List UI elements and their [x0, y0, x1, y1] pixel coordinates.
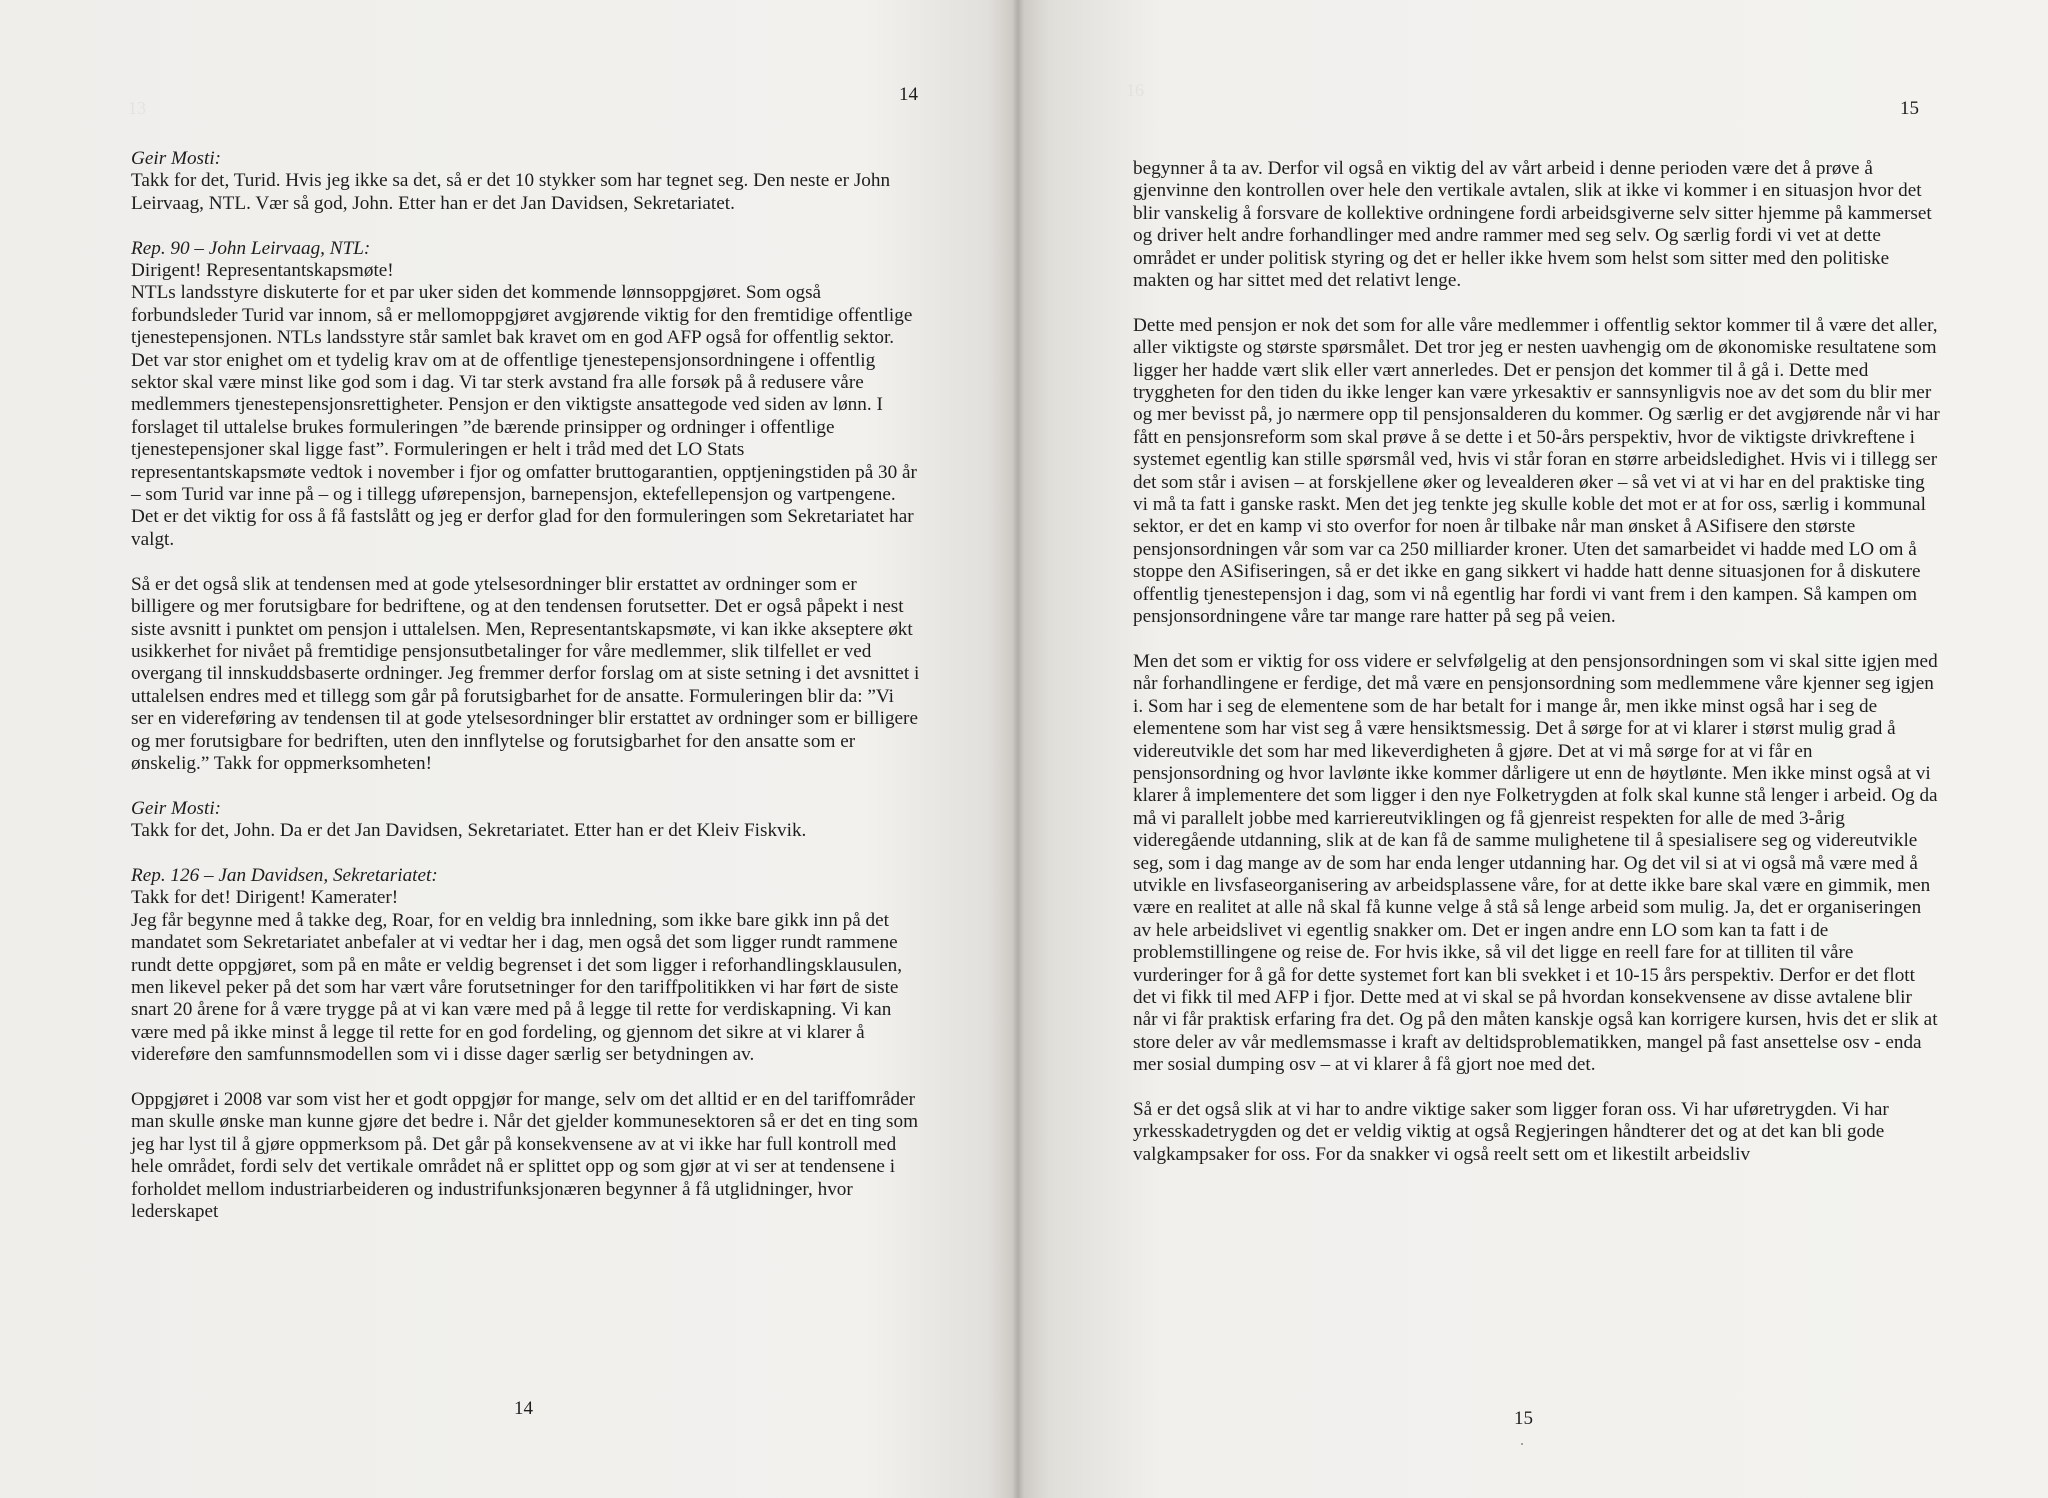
paragraph: Så er det også slik at vi har to andre viktige saker som ligger foran oss. Vi har uføretrygden. Vi har yrkesskadetrygden og det er veldig viktig at også Regjeringen håndterer det og at det kan bli gode valgkampsaker for oss. For da snakker vi også reelt sett om et likestilt arbeidsliv: [1133, 1099, 1889, 1165]
page-number-top: 14: [899, 84, 918, 105]
paragraph: NTLs landsstyre diskuterte for et par uker siden det kommende lønnsoppgjøret. Som også forbundsleder Turid var innom, så er mellomoppgjøret avgjørende viktig for den fremtidige offentlige tjenestepensjonen. NTLs landsstyre står samlet bak kravet om en god AFP også for offentlig sektor. Det var stor enighet om et tydelig krav om at de offentlige tjenestepensjonsordningene i offentlig sektor skal være minst like god som i dag. Vi tar sterk avstand fra alle forsøk på å redusere våre medlemmers tjenestepensjonsrettigheter. Pensjon er den viktigste ansattegode ved siden av lønn. I forslaget til uttalelse brukes formuleringen ”de bærende prinsipper og ordninger i offentlige tjenestepensjoner skal ligge fast”. Formuleringen er helt i tråd med det LO Stats representantskapsmøte vedtok i november i fjor og omfatter bruttogarantien, opptjeningstiden på 30 år – som Turid var inne på – og i tillegg uførepensjon, barnepensjon, ektefellepensjon og vartpengene. Det er det viktig for oss å få fastslått og jeg er derfor glad for den formuleringen som Sekretariatet har valgt.: [131, 282, 917, 550]
paragraph: Jeg får begynne med å takke deg, Roar, for en veldig bra innledning, som ikke bare gikk inn på det mandatet som Sekretariatet anbefaler at vi vedtar her i dag, men også det som ligger rundt rammene rundt dette oppgjøret, som på en måte er veldig begrenset i det som ligger i reforhandlingsklausulen, men likevel peker på det som har vært våre forutsetninger for den tariffpolitikken vi har ført de siste snart 20 årene for å være trygge på at vi kan være med på å legge til rette for verdiskapning. Vi kan være med på ikke minst å legge til rette for en god fordeling, og gjennom det sikre at vi klarer å videreføre den samfunnsmodellen som vi i disse dager særlig ser betydningen av.: [131, 909, 903, 1066]
right-page: [1018, 0, 2048, 1498]
bleed-through-number: 16: [1126, 80, 1144, 100]
paragraph: begynner å ta av. Derfor vil også en viktig del av vårt arbeid i denne perioden være det å prøve å gjenvinne den kontrollen over hele den vertikale avtalen, slik at ikke vi kommer i en situasjon hvor det blir vanskelig å forsvare de kollektive ordningene fordi arbeidsgiverne selv sitter hjemme på kammerset og driver helt andre forhandlinger med andre rammer med seg selv. Og særlig fordi vi vet at dette området er under politisk styring og det er heller ikke hvem som helst som sitter med den politiske makten og har sittet med det relativt lenge.: [1133, 158, 1932, 292]
paragraph: Takk for det, Turid. Hvis jeg ikke sa det, så er det 10 stykker som har tegnet seg. Den neste er John Leirvaag, NTL. Vær så god, John. Etter han er det Jan Davidsen, Sekretariatet.: [131, 170, 891, 214]
book-gutter: [1012, 0, 1024, 1498]
page-number-bottom: 14: [514, 1398, 533, 1419]
paragraph: Dette med pensjon er nok det som for alle våre medlemmer i offentlig sektor kommer til å være det aller, aller viktigste og største spørsmålet. Det tror jeg er nesten uavhengig om de økonomiske resultatene som ligger her hadde vært slik eller vært annerledes. Det er pensjon det kommer til å gå i. Dette med tryggheten for den tiden du ikke lenger kan være yrkesaktiv er sannsynligvis noe av det som du blir mer og mer bevisst på, jo nærmere opp til pensjonsalderen du kommer. Og særlig er det avgjørende når vi har fått en pensjonsreform som skal prøve å se dette i et 50-års perspektiv, hvor de viktigste drivkreftene i systemet egentlig kan stille spørsmål ved, hvis vi står foran en større arbeidsledighet. Hvis vi i tillegg ser det som står i avisen – at forskjellene øker og levealderen øker – så vet vi at vi har en del praktiske ting vi må ta fatt i ganske raskt. Men det jeg tenkte jeg skulle koble det mot er at for oss, særlig i kommunal sektor, er det en kamp vi sto overfor for noen år tilbake når man ønsket å ASifisere den største pensjonsordningen vår som var ca 250 milliarder kroner. Uten det samarbeidet vi hadde med LO om å stoppe den ASifiseringen, så er det ikke en gang sikkert vi hadde hatt denne situasjonen for å diskutere offentlig tjenestepensjon i dag, som vi nå egentlig har fordi vi vant frem i den kampen. Så kampen om pensjonsordningene våre tar mange rare hatter på seg på veien.: [1133, 314, 1940, 628]
right-text-column: [1133, 158, 1941, 1189]
left-page: [0, 0, 1018, 1498]
paragraph: Så er det også slik at tendensen med at gode ytelsesordninger blir erstattet av ordninger som er billigere og mer forutsigbare for bedriftene, og at den tendensen forutsetter. Det er også påpekt i nest siste avsnitt i punktet om pensjon i uttalelsen. Men, Representantskapsmøte, vi kan ikke akseptere økt usikkerhet for nivået på fremtidige pensjonsutbetalinger for våre medlemmer, slik tilfellet er ved overgang til innskuddsbaserte ordninger. Jeg fremmer derfor forslag om at siste setning i det avsnittet i uttalelsen endres med et tillegg som går på forutsigbarhet for de ansatte. Formuleringen blir da: ”Vi ser en videreføring av tendensen til at gode ytelsesordninger blir erstattet av ordninger som er billigere og mer forutsigbare for bedriften, uten den innflytelse og forutsigbarhet for den ansatte som er ønskelig.” Takk for oppmerksomheten!: [131, 573, 920, 774]
salutation-line: Takk for det! Dirigent! Kamerater!: [131, 887, 399, 909]
paragraph: Men det som er viktig for oss videre er selvfølgelig at den pensjonsordningen som vi skal sitte igjen med når forhandlingene er ferdige, det må være en pensjonsordning som medlemmene våre kjenner seg igjen i. Som har i seg de elementene som de har betalt for i mange år, men ikke minst også har i seg de elementene som har vist seg å være hensiktsmessig. Det å sørge for at vi klarer i størst mulig grad å videreutvikle det som har med likeverdigheten å gjøre. Det at vi må sørge for at vi får en pensjonsordning og hvor lavlønte ikke kommer dårligere ut enn de høytlønte. Men ikke minst også at vi klarer å implementere det som ligger i den nye Folketrygden at folk skal kunne stå lenger i arbeid. Og da må vi parallelt jobbe med karriereutviklingen og få gjenreist respekten for alle de med 3-årig videregående utdanning, slik at de kan få de samme mulighetene til å spesialisere seg og videreutvikle seg, som i dag mange av de som har enda lenger utdanning har. Og det vil si at vi også må være med å utvikle en livsfaseorganisering av arbeidsplassene våre, for at dette ikke bare skal være en gimmik, men være en realitet at alle nå skal få kunne velge å stå så lenge arbeid som mulig. Ja, det er organiseringen av hele arbeidslivet vi egentlig snakker om. Det er ingen andre enn LO som kan ta fatt i de problemstillingene og reise de. For hvis ikke, så vil det ligge en reell fare for at tilliten til våre vurderinger for å gå for dette systemet fort kan bli svekket i et 10-15 års perspektiv. Derfor er det flott det vi fikk til med AFP i fjor. Dette med at vi skal se på hvordan konsekvensene av disse avtalene blir når vi får praktisk erfaring fra det. Og på den måten kanskje også kan korrigere kursen, hvis det er slik at store deler av vår medlemsmasse i kraft av deltidsproblematikken, mangel på fast ansettelse osv - enda mer sosial dumping osv – at vi klarer å få gjort noe med det.: [1133, 650, 1938, 1076]
left-text-column: [131, 148, 921, 1246]
paragraph: Oppgjøret i 2008 var som vist her et godt oppgjør for mange, selv om det alltid er en del tariffområder man skulle ønske man kunne gjøre det bedre i. Når det gjelder kommunesektoren så er det en ting som jeg har lyst til å gjøre oppmerksom på. Det går på konsekvensene av at vi ikke har full kontroll med hele området, fordi selv det vertikale området nå er splittet opp og som gjør at vi ser at tendensene i forholdet mellom industriarbeideren og industrifunksjonæren begynner å få utglidninger, hvor lederskapet: [131, 1088, 918, 1223]
speck-mark: [1521, 1443, 1523, 1445]
paragraph: Takk for det, John. Da er det Jan Davidsen, Sekretariatet. Etter han er det Kleiv Fiskvik.: [131, 820, 807, 842]
speaker-heading: Geir Mosti:: [131, 148, 222, 169]
speaker-heading: Rep. 126 – Jan Davidsen, Sekretariatet:: [131, 864, 438, 886]
bleed-through-number: 13: [128, 98, 146, 118]
speaker-heading: Rep. 90 – John Leirvaag, NTL:: [131, 237, 371, 259]
speaker-heading: Geir Mosti:: [131, 797, 222, 819]
page-number-top: 15: [1900, 98, 1919, 119]
salutation-line: Dirigent! Representantskapsmøte!: [131, 260, 394, 282]
page-number-bottom: 15: [1514, 1408, 1533, 1429]
